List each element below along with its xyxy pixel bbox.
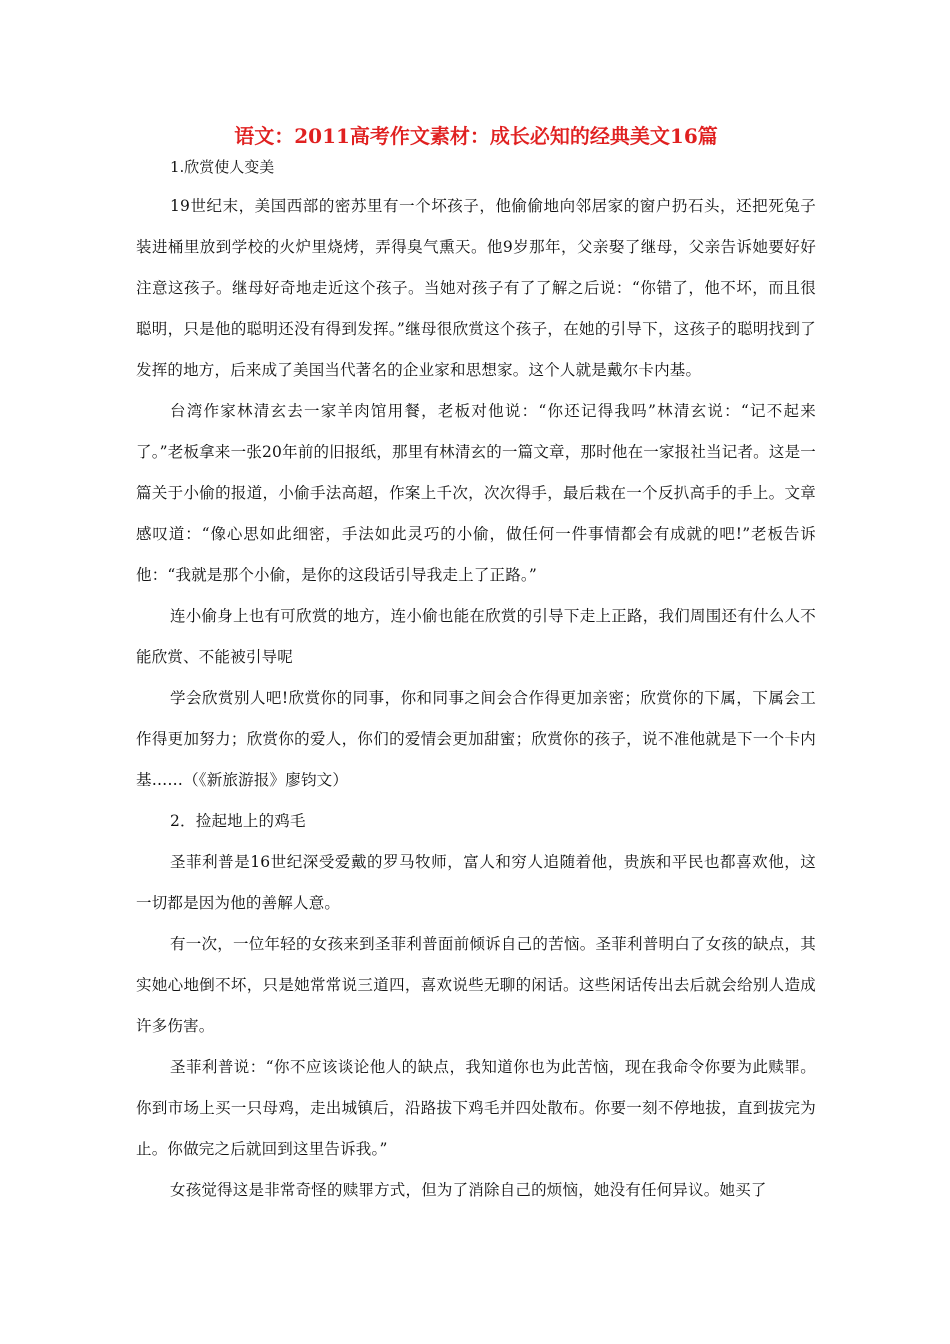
paragraph: 圣菲利普说：“你不应该谈论他人的缺点，我知道你也为此苦恼，现在我命令你要为此赎罪。你到市场上买一只母鸡，走出城镇后，沿路拔下鸡毛并四处散布。你要一刻不停地拔，直到拔完为止。你做完之后就回到这里告诉我。”	[136, 1058, 816, 1158]
section-heading: 2．捡起地上的鸡毛	[170, 812, 306, 830]
paragraph: 连小偷身上也有可欣赏的地方，连小偷也能在欣赏的引导下走上正路，我们周围还有什么人不能欣赏、不能被引导呢	[136, 607, 816, 666]
section-1	[136, 156, 816, 801]
paragraph: 台湾作家林清玄去一家羊肉馆用餐，老板对他说：“你还记得我吗”林清玄说：“记不起来了。”老板拿来一张20年前的旧报纸，那里有林清玄的一篇文章，那时他在一家报社当记者。这是一篇关于小偷的报道，小偷手法高超，作案上千次，次次得手，最后栽在一个反扒高手的手上。文章感叹道：“像心思如此细密，手法如此灵巧的小偷，做任何一件事情都会有成就的吧!”老板告诉他：“我就是那个小偷，是你的这段话引导我走上了正路。”	[136, 402, 816, 584]
paragraph: 女孩觉得这是非常奇怪的赎罪方式，但为了消除自己的烦恼，她没有任何异议。她买了	[170, 1181, 767, 1199]
section-heading: 1.欣赏使人变美	[170, 158, 275, 176]
document-page	[136, 116, 816, 1211]
section-2	[136, 801, 816, 1211]
paragraph: 有一次，一位年轻的女孩来到圣菲利普面前倾诉自己的苦恼。圣菲利普明白了女孩的缺点，其实她心地倒不坏，只是她常常说三道四，喜欢说些无聊的闲话。这些闲话传出去后就会给别人造成许多伤害。	[136, 935, 816, 1035]
document-title: 语文：2011高考作文素材：成长必知的经典美文16篇	[234, 124, 718, 148]
paragraph: 学会欣赏别人吧!欣赏你的同事，你和同事之间会合作得更加亲密；欣赏你的下属，下属会工作得更加努力；欣赏你的爱人，你们的爱情会更加甜蜜；欣赏你的孩子，说不准他就是下一个卡内基……（《新旅游报》廖钧文）	[136, 689, 816, 789]
paragraph: 19世纪末，美国西部的密苏里有一个坏孩子，他偷偷地向邻居家的窗户扔石头，还把死兔子装进桶里放到学校的火炉里烧烤，弄得臭气熏天。他9岁那年，父亲娶了继母，父亲告诉她要好好注意这孩子。继母好奇地走近这个孩子。当她对孩子有了了解之后说：“你错了，他不坏，而且很聪明，只是他的聪明还没有得到发挥。”继母很欣赏这个孩子，在她的引导下，这孩子的聪明找到了发挥的地方，后来成了美国当代著名的企业家和思想家。这个人就是戴尔卡内基。	[136, 197, 816, 379]
paragraph: 圣菲利普是16世纪深受爱戴的罗马牧师，富人和穷人追随着他，贵族和平民也都喜欢他，这一切都是因为他的善解人意。	[136, 853, 816, 912]
